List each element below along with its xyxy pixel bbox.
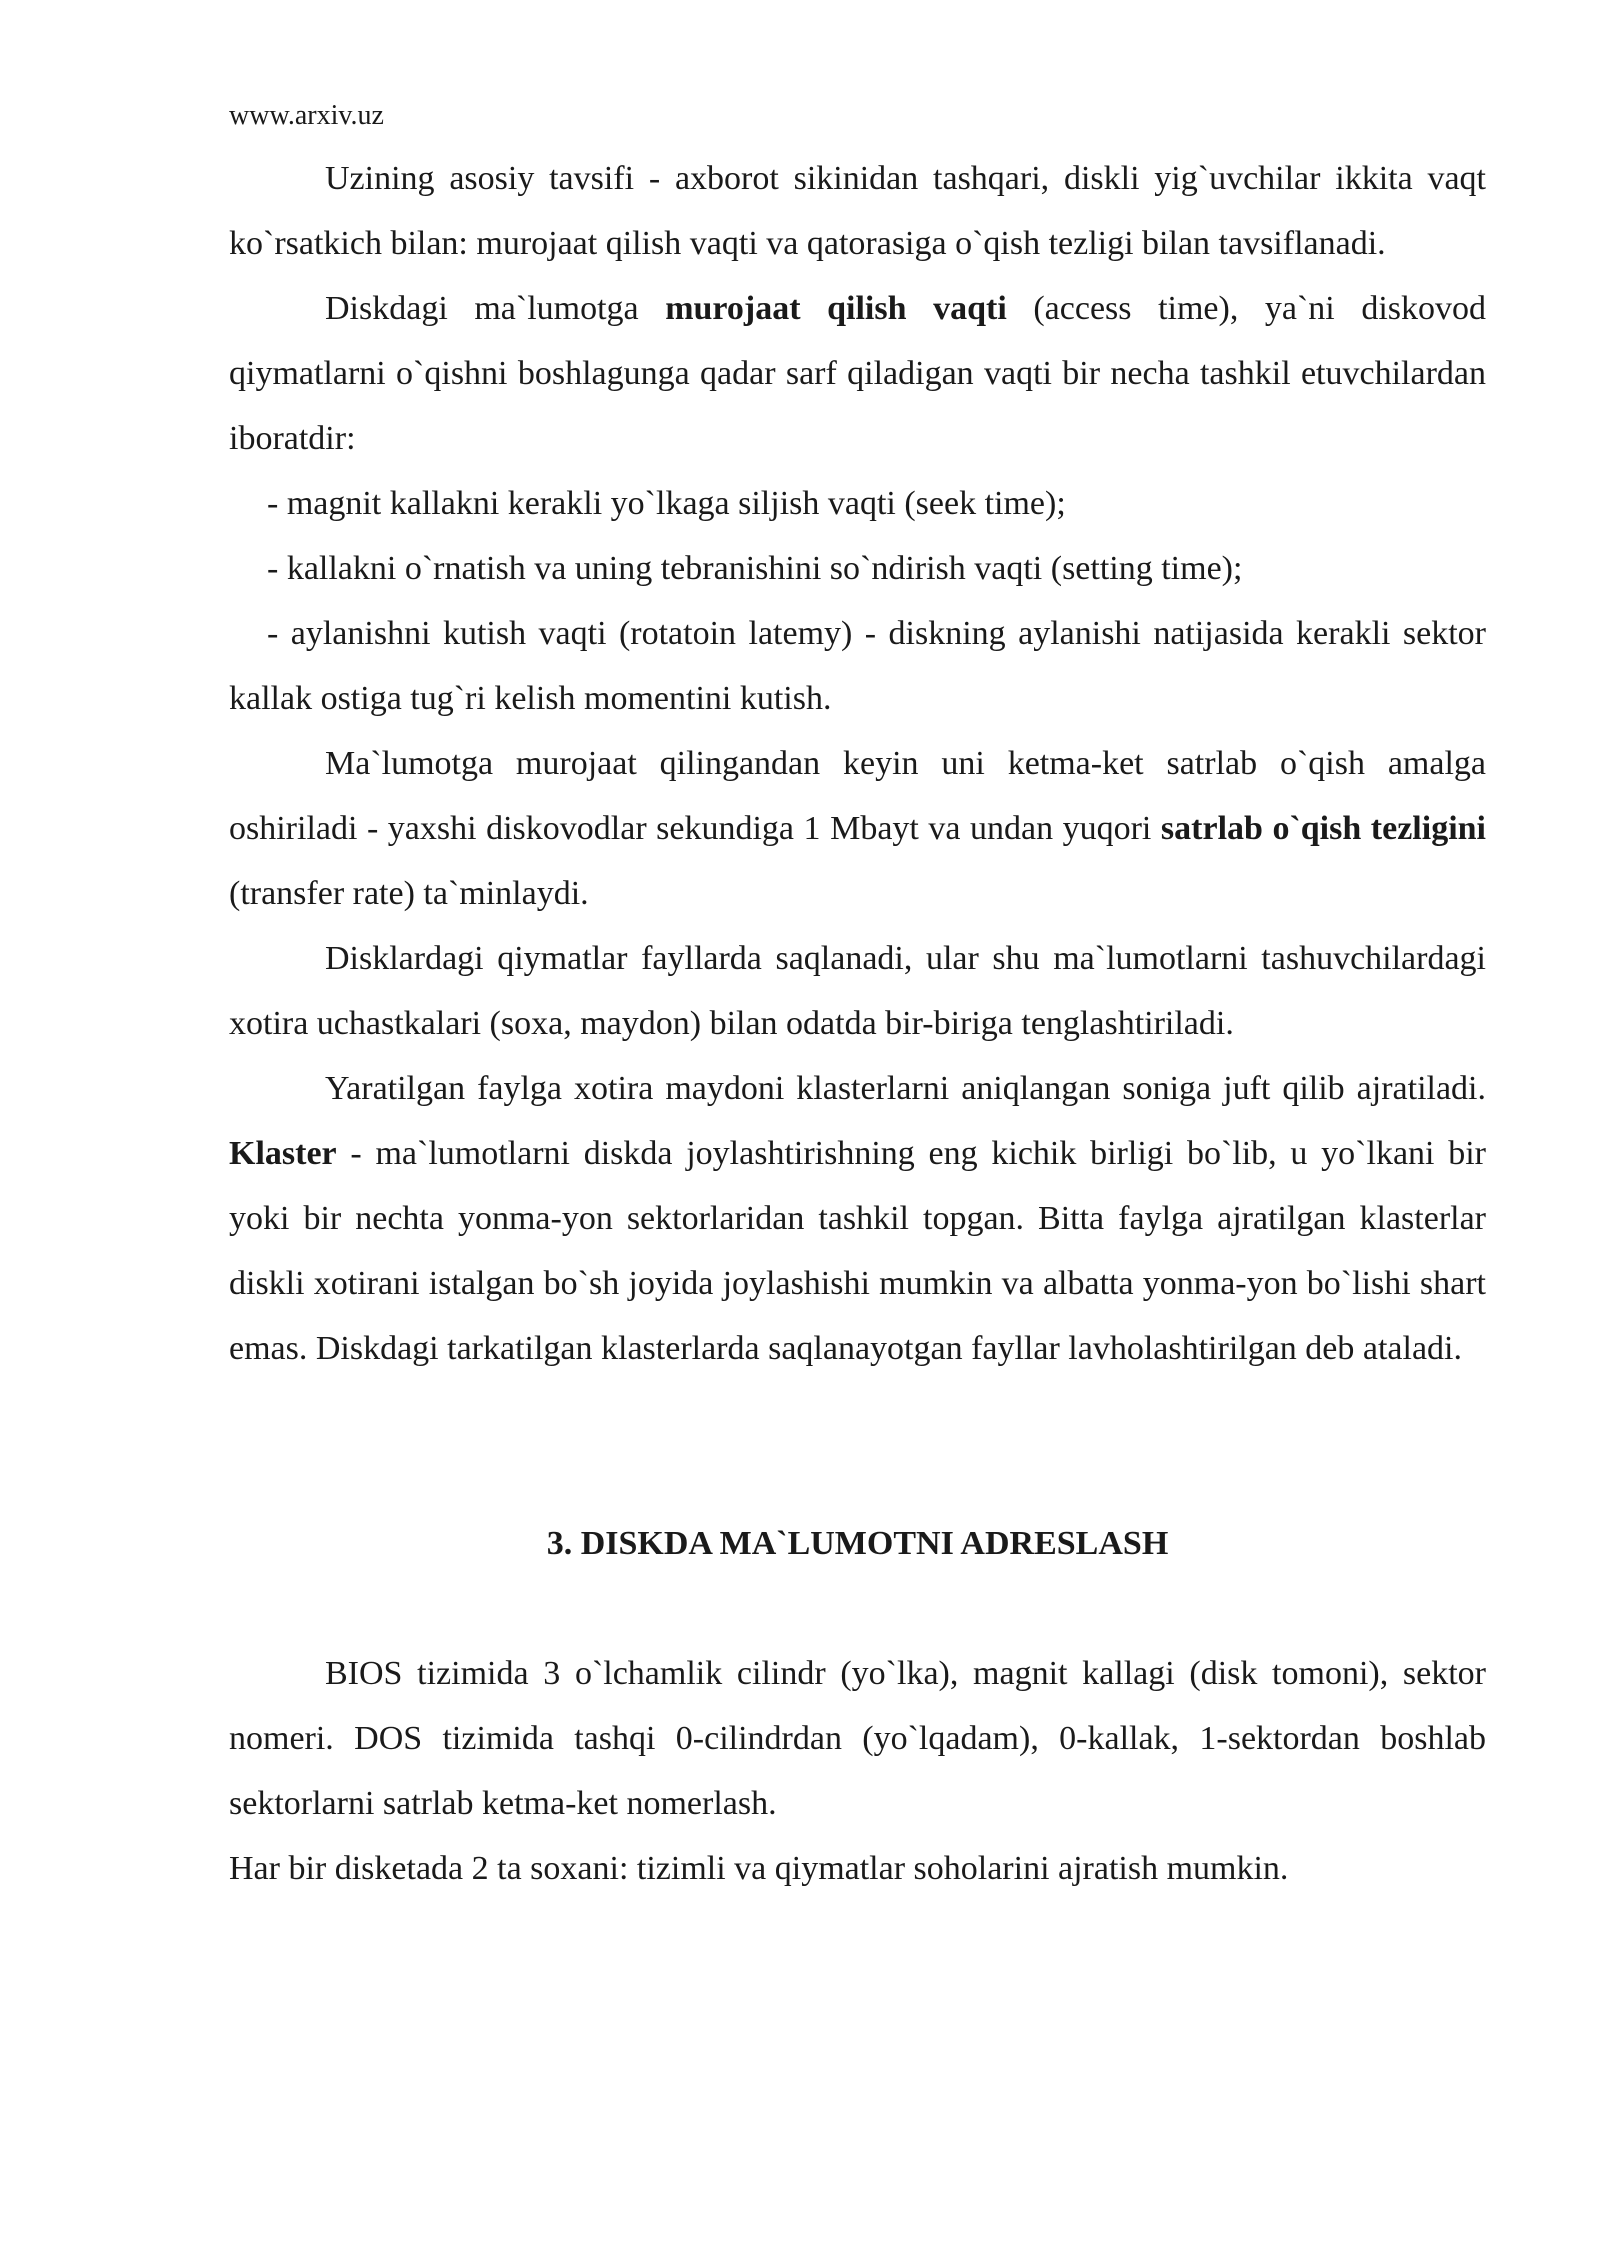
section-spacer-top — [229, 1381, 1486, 1511]
section-spacer-bottom — [229, 1576, 1486, 1641]
paragraph-diskette: Har bir disketada 2 ta soxani: tizimli va qiymatlar soholarini ajratish mumkin. — [229, 1850, 1289, 1887]
paragraph-transfer-rate-text-2: (transfer rate) ta`minlaydi. — [229, 875, 589, 912]
list-item-setting-time: - kallakni o`rnatish va uning tebranishini so`ndirish vaqti (setting time); — [267, 550, 1243, 587]
document-body — [229, 146, 1486, 1901]
paragraph-access-time-text-2: (access time), ya`ni diskovod qiymatlarni o`qishni boshlagunga qadar sarf qiladigan vaqti bir necha tashkil etuvchilardan iboratdir: — [229, 290, 1487, 457]
paragraph-cluster — [229, 1056, 1486, 1381]
paragraph-transfer-rate — [229, 731, 1486, 926]
paragraph-access-time — [229, 276, 1486, 471]
paragraph-cluster-text-1: Yaratilgan faylga xotira maydoni klasterlarni aniqlangan soniga juft qilib ajratiladi. — [325, 1070, 1486, 1107]
paragraph-cluster-text-2: - ma`lumotlarni diskda joylashtirishning eng kichik birligi bo`lib, u yo`lkani bir yoki bir nechta yonma-yon sektorlaridan tashkil topgan. Bitta faylga ajratilgan klasterlar diskli xotirani istalgan bo`sh joyida joylashishi mumkin va albatta yonma-yon bo`lishi shart emas. Diskdagi tarkatilgan klasterlarda saqlanayotgan fayllar lavholashtirilgan deb ataladi. — [229, 1135, 1486, 1367]
paragraph-transfer-rate-text-1: Ma`lumotga murojaat qilingandan keyin uni ketma-ket satrlab o`qish amalga oshiriladi - yaxshi diskovodlar sekundiga 1 Mbayt va undan yuqori — [229, 745, 1486, 847]
site-header: www.arxiv.uz — [229, 100, 384, 131]
term-transfer-rate: satrlab o`qish tezligini — [1160, 810, 1486, 847]
section-heading: 3. DISKDA MA`LUMOTNI ADRESLASH — [546, 1525, 1169, 1562]
paragraph-access-time-text-1: Diskdagi ma`lumotga — [325, 290, 666, 327]
term-access-time: murojaat qilish vaqti — [665, 290, 1007, 327]
paragraph-intro: Uzining asosiy tavsifi - axborot sikinidan tashqari, diskli yig`uvchilar ikkita vaqt ko`rsatkich bilan: murojaat qilish vaqti va qatorasiga o`qish tezligi bilan tavsiflanadi. — [229, 160, 1486, 262]
list-item-seek-time: - magnit kallakni kerakli yo`lkaga siljish vaqti (seek time); — [267, 485, 1066, 522]
paragraph-files: Disklardagi qiymatlar fayllarda saqlanadi, ular shu ma`lumotlarni tashuvchilardagi xotira uchastkalari (soxa, maydon) bilan odatda bir-biriga tenglashtiriladi. — [229, 940, 1486, 1042]
paragraph-bios: BIOS tizimida 3 o`lchamlik cilindr (yo`lka), magnit kallagi (disk tomoni), sektor nomeri. DOS tizimida tashqi 0-cilindrdan (yo`lqadam), 0-kallak, 1-sektordan boshlab sektorlarni satrlab ketma-ket nomerlash. — [229, 1655, 1486, 1822]
term-cluster: Klaster — [229, 1135, 337, 1172]
list-item-rotation-latency: - aylanishni kutish vaqti (rotatoin latemy) - diskning aylanishi natijasida kerakli sektor kallak ostiga tug`ri kelish momentini kutish. — [229, 615, 1486, 717]
